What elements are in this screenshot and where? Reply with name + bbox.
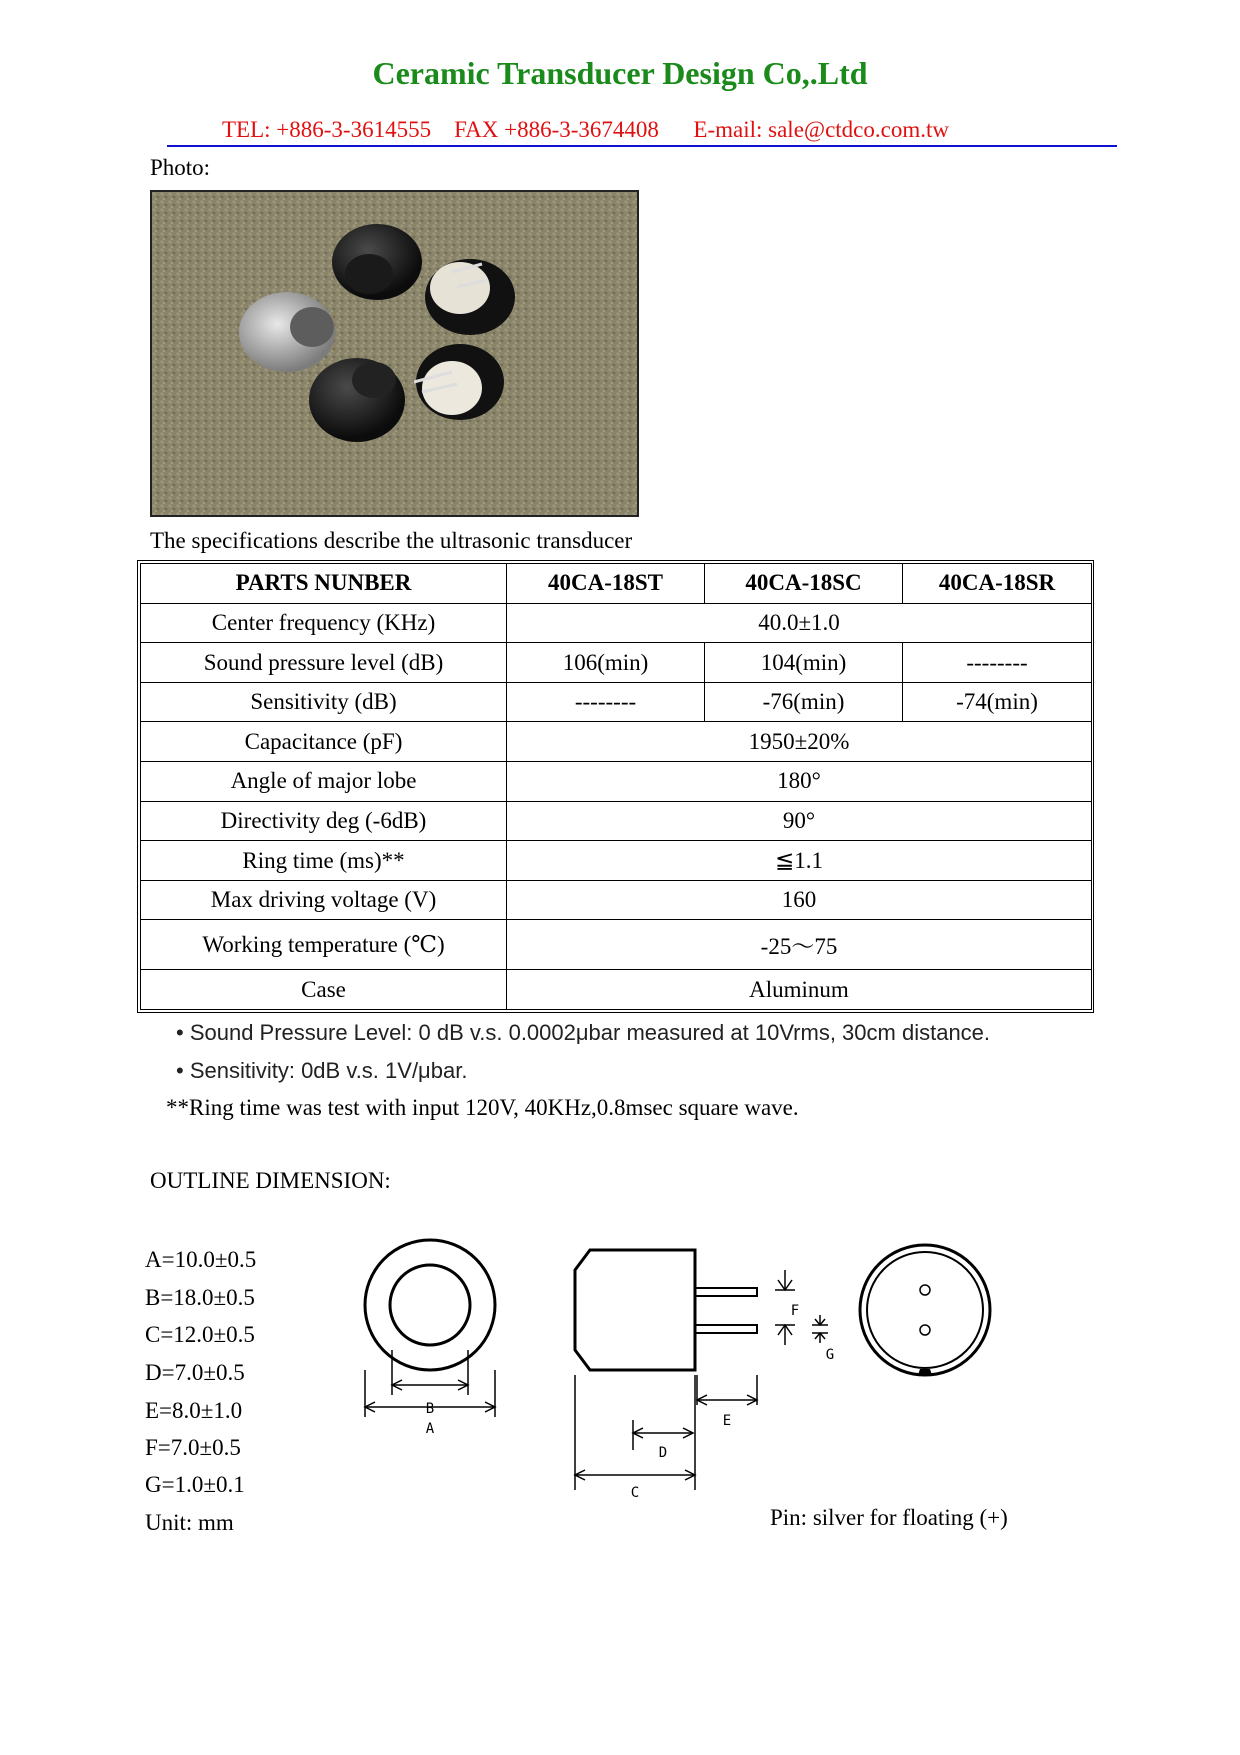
front-inner-circle [390,1265,470,1345]
silver-transducer [239,292,335,372]
table-header-row [141,564,1092,604]
row-label: Capacitance (pF) [141,722,507,762]
label-c: C [630,1485,640,1501]
label-b: B [425,1401,435,1417]
company-name: Ceramic Transducer Design Co,.Ltd [372,55,868,91]
row-value: 40.0±1.0 [507,603,1092,643]
table-row [141,762,1092,802]
table-row [141,682,1092,722]
black-transducer-top [332,224,422,300]
row-label: Sound pressure level (dB) [141,643,507,683]
rear-inner-circle [867,1252,983,1368]
row-value: 1950±20% [507,722,1092,762]
pin-upper [695,1288,757,1296]
table-row [141,880,1092,920]
label-f: F [790,1303,800,1319]
pin-note: Pin: silver for floating (+) [770,1505,1008,1530]
row-value: 106(min) [507,643,705,683]
note-sensitivity: • Sensitivity: 0dB v.s. 1V/μbar. [176,1058,468,1083]
row-label: Sensitivity (dB) [141,682,507,722]
side-body [575,1250,695,1370]
row-value: 90° [507,801,1092,841]
outline-drawing [350,1235,1010,1510]
row-value: 160 [507,880,1092,920]
white-transducer-upper [425,259,515,335]
row-label: Directivity deg (-6dB) [141,801,507,841]
header-40ca-18sr: 40CA-18SR [903,564,1092,604]
table-row [141,920,1092,970]
table-row [141,801,1092,841]
row-value: Aluminum [507,970,1092,1010]
spec-table [137,560,1094,1013]
row-label: Case [141,970,507,1010]
row-value: -------- [507,682,705,722]
contact-line: TEL: +886-3-3614555 FAX +886-3-3674408 E-mail: sale@ctdco.com.tw [222,117,949,142]
header-parts-number: PARTS NUNBER [141,564,507,604]
header-40ca-18st: 40CA-18ST [507,564,705,604]
row-label: Center frequency (KHz) [141,603,507,643]
dimension-b: B=18.0±0.5 [145,1285,255,1310]
rear-outer-circle [860,1245,990,1375]
note-sound-pressure: • Sound Pressure Level: 0 dB v.s. 0.0002μbar measured at 10Vrms, 30cm distance. [176,1020,991,1045]
row-value: -76(min) [705,682,903,722]
rear-polarity-mark [918,1369,932,1375]
outline-title: OUTLINE DIMENSION: [150,1168,391,1193]
table-row [141,841,1092,881]
row-value: 104(min) [705,643,903,683]
label-e: E [722,1413,732,1429]
table-row [141,722,1092,762]
spec-intro: The specifications describe the ultrasonic transducer [150,528,633,553]
row-label: Angle of major lobe [141,762,507,802]
rear-pin-hole-2 [920,1325,930,1335]
header-40ca-18sc: 40CA-18SC [705,564,903,604]
row-value: ≦1.1 [507,841,1092,881]
row-value: -74(min) [903,682,1092,722]
dimension-g: G=1.0±0.1 [145,1472,245,1497]
row-value: 180° [507,762,1092,802]
dimension-a: A=10.0±0.5 [145,1247,257,1272]
unit-label: Unit: mm [145,1510,234,1535]
label-d: D [658,1445,668,1461]
header-rule [167,145,1117,147]
table-row [141,970,1092,1010]
photo-label: Photo: [150,155,211,180]
row-value: -25～75 [507,920,1092,970]
pin-lower [695,1325,757,1333]
label-g: G [825,1347,835,1363]
black-transducer-bottom [309,358,405,442]
row-label: Working temperature (℃) [141,920,507,970]
row-label: Max driving voltage (V) [141,880,507,920]
note-ring-time: **Ring time was test with input 120V, 40KHz,0.8msec square wave. [166,1095,799,1120]
dimension-d: D=7.0±0.5 [145,1360,245,1385]
product-photo [150,190,639,517]
rear-pin-hole-1 [920,1285,930,1295]
table-row [141,643,1092,683]
row-value: -------- [903,643,1092,683]
row-label: Ring time (ms)** [141,841,507,881]
dimension-f: F=7.0±0.5 [145,1435,241,1460]
dimension-e: E=8.0±1.0 [145,1398,243,1423]
label-a: A [425,1421,435,1437]
table-row [141,603,1092,643]
front-outer-circle [365,1240,495,1370]
dimension-c: C=12.0±0.5 [145,1322,255,1347]
